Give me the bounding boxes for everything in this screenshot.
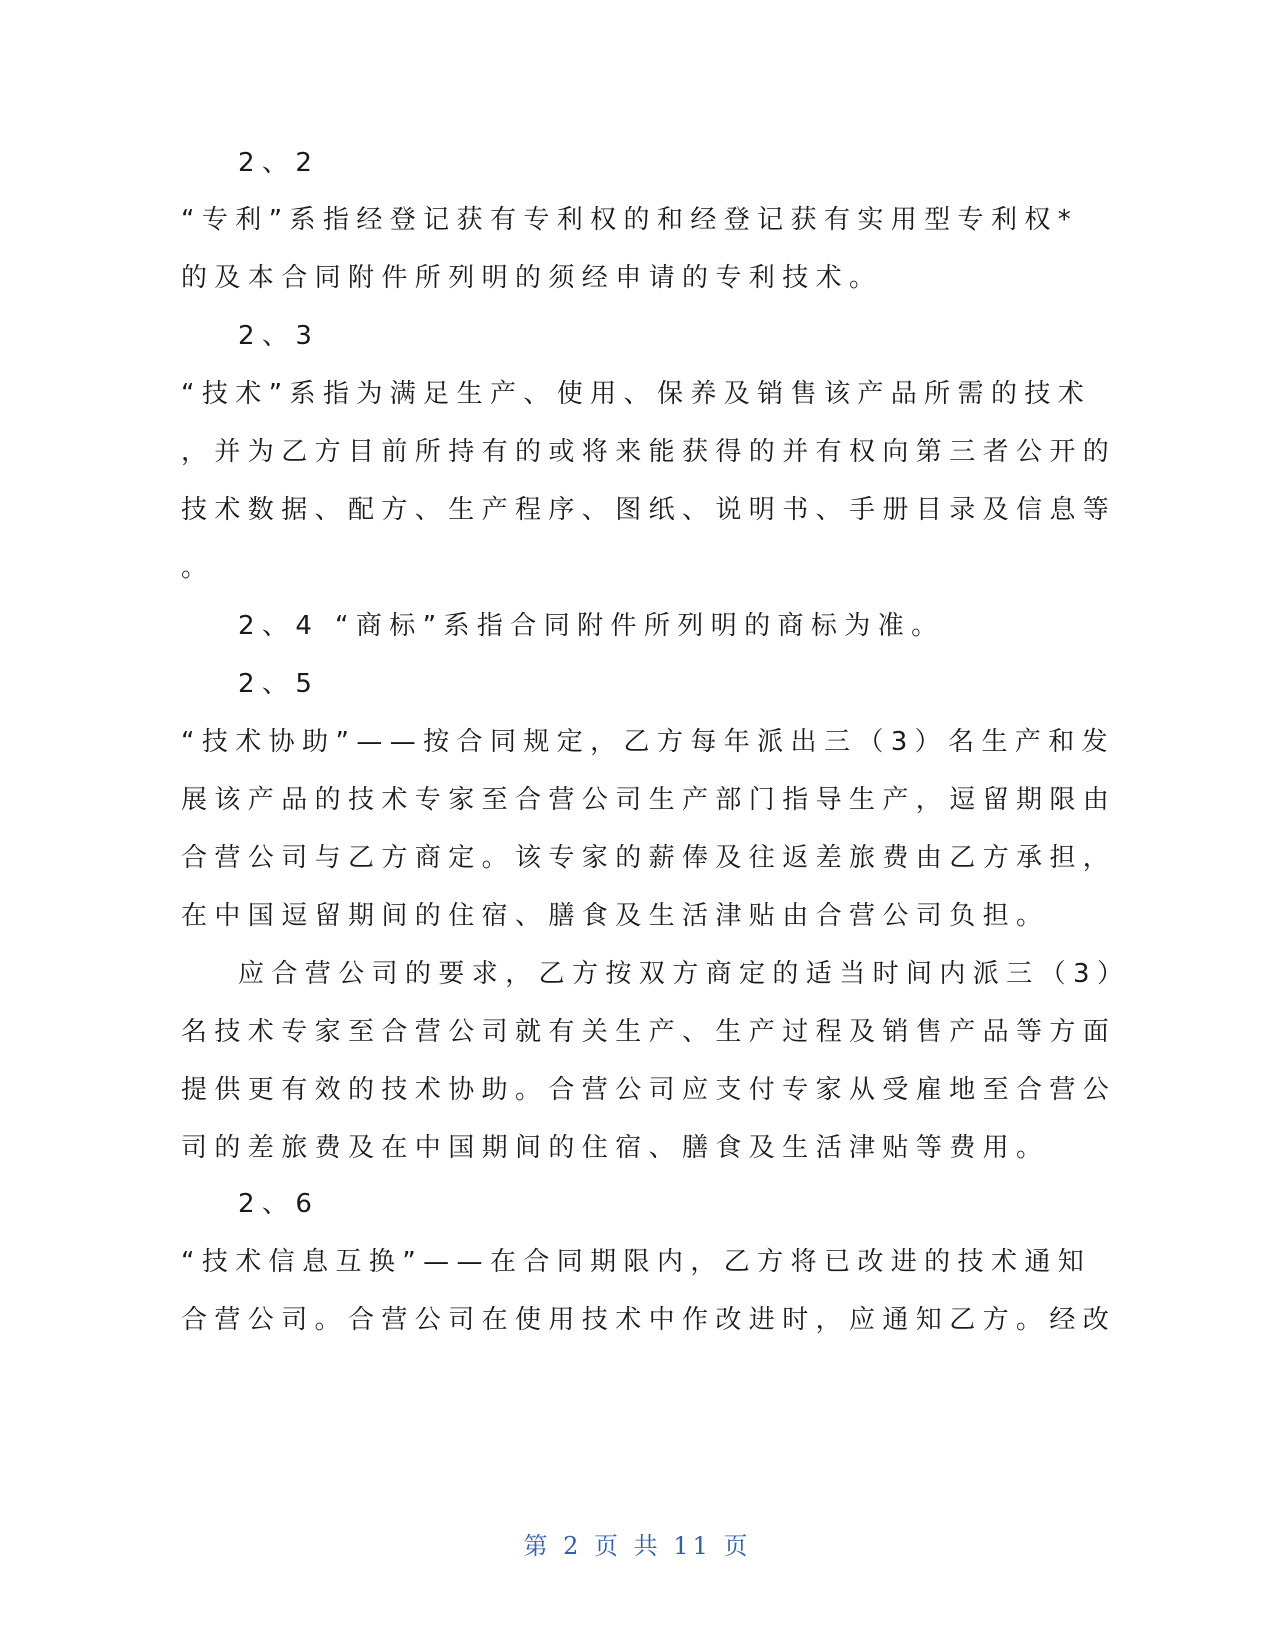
text-line: 。 [181,553,215,583]
text-line: 提供更有效的技术协助。合营公司应支付专家从受雇地至合营公 [181,1075,1117,1105]
clause-number-2-5: 2、5 [238,669,320,699]
text-line: 的及本合同附件所列明的须经申请的专利技术。 [181,263,883,293]
text-line: 在中国逗留期间的住宿、膳食及生活津贴由合营公司负担。 [181,901,1050,931]
clause-number-2-3: 2、3 [238,321,320,351]
page-number-footer: 第 2 页 共 11 页 [523,1532,752,1560]
clause-number-2-2: 2、2 [238,148,320,178]
paragraph-start: 应合营公司的要求，乙方按双方商定的适当时间内派三（3） [238,959,1131,989]
clause-2-4: 2、4 “商标”系指合同附件所列明的商标为准。 [238,611,945,641]
clause-number-2-6: 2、6 [238,1189,320,1219]
text-line: 合营公司。合营公司在使用技术中作改进时，应通知乙方。经改 [181,1305,1117,1335]
text-line: 司的差旅费及在中国期间的住宿、膳食及生活津贴等费用。 [181,1133,1050,1163]
text-line: 技术数据、配方、生产程序、图纸、说明书、手册目录及信息等 [181,495,1117,525]
text-line: 合营公司与乙方商定。该专家的薪俸及往返差旅费由乙方承担， [181,843,1117,873]
text-line: ，并为乙方目前所持有的或将来能获得的并有权向第三者公开的 [181,437,1117,467]
text-line: “专利”系指经登记获有专利权的和经登记获有实用型专利权* [181,205,1079,235]
text-line: “技术协助”——按合同规定，乙方每年派出三（3）名生产和发 [181,727,1116,757]
text-line: “技术”系指为满足生产、使用、保养及销售该产品所需的技术 [181,379,1092,409]
text-line: 展该产品的技术专家至合营公司生产部门指导生产，逗留期限由 [181,785,1117,815]
text-line: “技术信息互换”——在合同期限内，乙方将已改进的技术通知 [181,1247,1092,1277]
text-line: 名技术专家至合营公司就有关生产、生产过程及销售产品等方面 [181,1017,1117,1047]
